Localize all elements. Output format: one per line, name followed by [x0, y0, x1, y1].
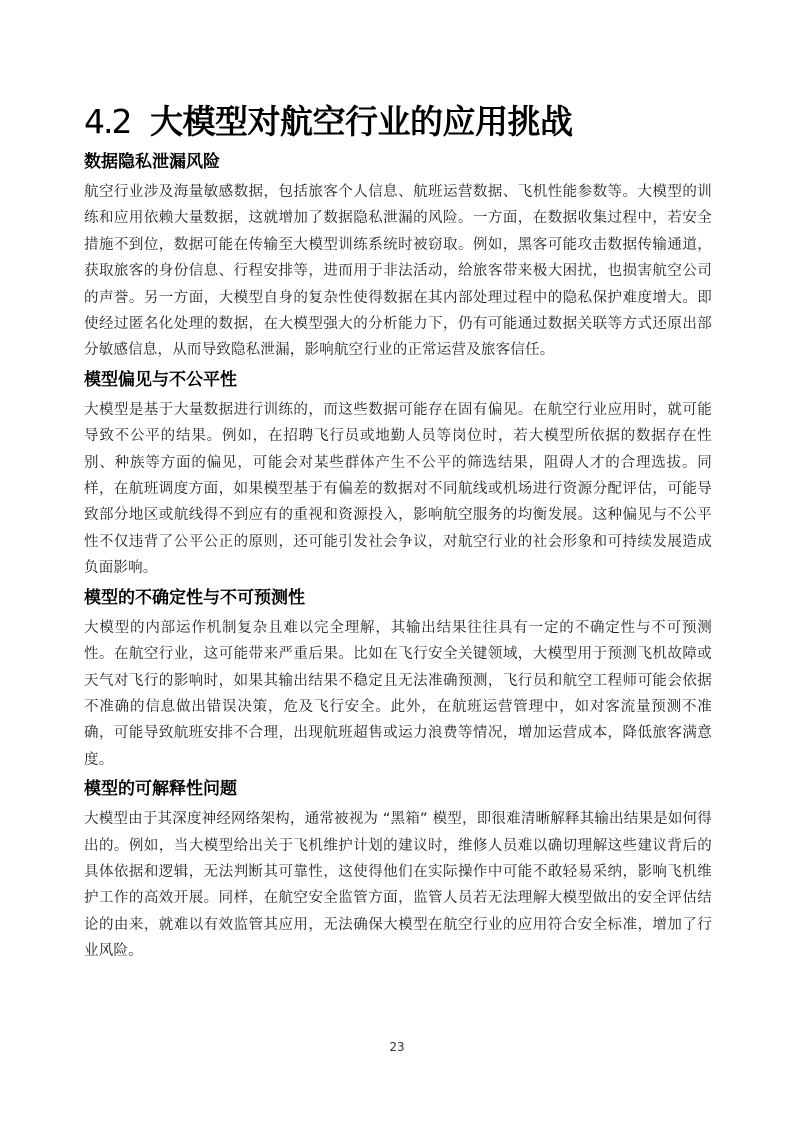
chapter-title-text: 大模型对航空行业的应用挑战	[150, 102, 573, 141]
section-heading: 模型偏见与不公平性	[84, 369, 237, 390]
section-body: 航空行业涉及海量敏感数据，包括旅客个人信息、航班运营数据、飞机性能参数等。大模型的训练和应用依赖大量数据，这就增加了数据隐私泄漏的风险。一方面，在数据收集过程中，若安全措施不到位，数据可能在传输至大模型训练系统时被窃取。例如，黑客可能攻击数据传输通道，获取旅客的身份信息、行程安排等，进而用于非法活动，给旅客带来极大困扰，也损害航空公司的声誉。另一方面，大模型自身的复杂性使得数据在其内部处理过程中的隐私保护难度增大。即使经过匿名化处理的数据，在大模型强大的分析能力下，仍有可能通过数据关联等方式还原出部分敏感信息，从而导致隐私泄漏，影响航空行业的正常运营及旅客信任。	[84, 184, 712, 359]
section-body: 大模型由于其深度神经网络架构，通常被视为 “黑箱” 模型，即很难清晰解释其输出结果是如何得出的。例如，当大模型给出关于飞机维护计划的建议时，维修人员难以确切理解这些建议背后的具体依据和逻辑，无法判断其可靠性，这使得他们在实际操作中可能不敢轻易采纳，影响飞机维护工作的高效开展。同样，在航空安全监管方面，监管人员若无法理解大模型做出的安全评估结论的由来，就难以有效监管其应用，无法确保大模型在航空行业的应用符合安全标准，增加了行业风险。	[84, 811, 712, 960]
section-heading: 模型的可解释性问题	[84, 779, 237, 800]
section-data-privacy	[84, 146, 712, 364]
page-content	[84, 98, 712, 965]
chapter-title	[84, 98, 712, 146]
section-heading: 数据隐私泄漏风险	[84, 152, 220, 172]
page-number: 23	[389, 1040, 405, 1054]
section-heading: 模型的不确定性与不可预测性	[84, 587, 305, 608]
section-uncertainty	[84, 582, 712, 773]
chapter-number: 4.2	[84, 102, 131, 141]
section-body: 大模型的内部运作机制复杂且难以完全理解，其输出结果往往具有一定的不确定性与不可预测性。在航空行业，这可能带来严重后果。比如在飞行安全关键领域，大模型用于预测飞机故障或天气对飞行的影响时，如果其输出结果不稳定且无法准确预测，飞行员和航空工程师可能会依据不准确的信息做出错误决策，危及飞行安全。此外，在航班运营管理中，如对客流量预测不准确，可能导致航班安排不合理，出现航班超售或运力浪费等情况，增加运营成本，降低旅客满意度。	[84, 619, 712, 768]
section-body: 大模型是基于大量数据进行训练的，而这些数据可能存在固有偏见。在航空行业应用时，就可能导致不公平的结果。例如，在招聘飞行员或地勤人员等岗位时，若大模型所依据的数据存在性别、种族等方面的偏见，可能会对某些群体产生不公平的筛选结果，阻碍人才的合理选拔。同样，在航班调度方面，如果模型基于有偏差的数据对不同航线或机场进行资源分配评估，可能导致部分地区或航线得不到应有的重视和资源投入，影响航空服务的均衡发展。这种偏见与不公平性不仅违背了公平公正的原则，还可能引发社会争议，对航空行业的社会形象和可持续发展造成负面影响。	[84, 401, 712, 577]
section-explainability	[84, 773, 712, 964]
section-model-bias	[84, 364, 712, 582]
